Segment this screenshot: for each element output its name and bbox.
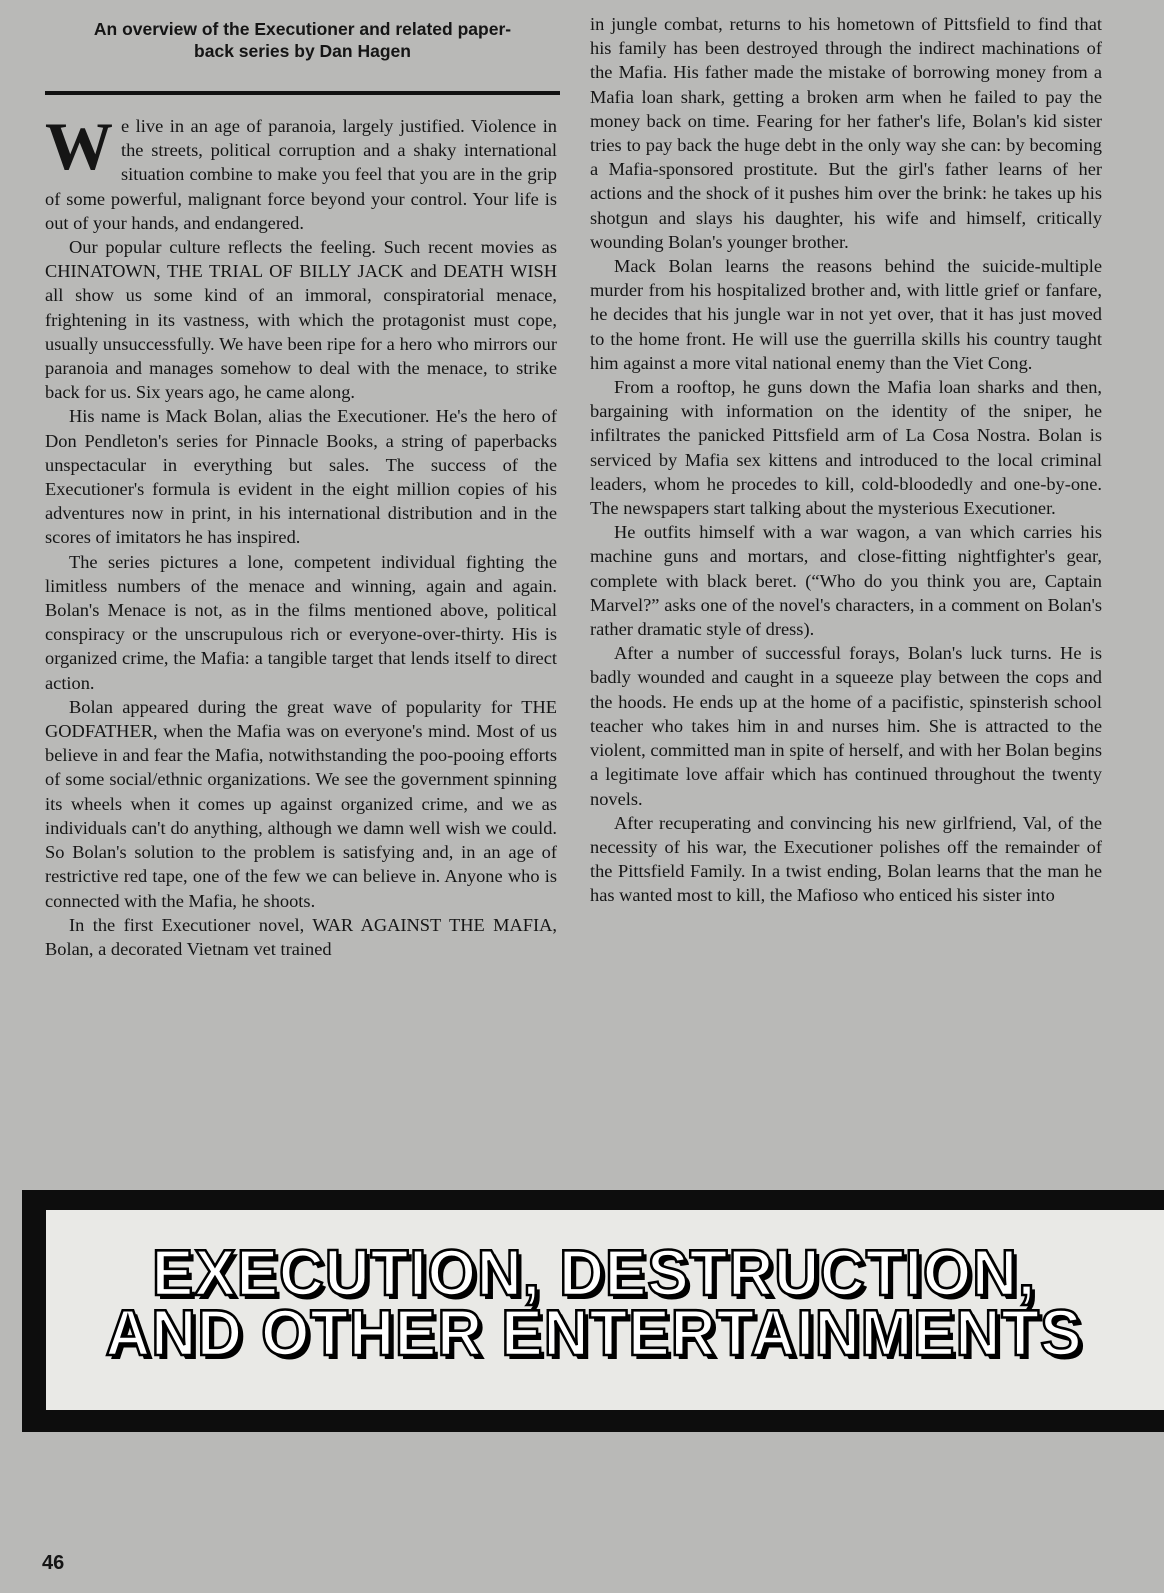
paragraph: Our popular culture reflects the feeling. Such recent movies as CHINATOWN, THE TRIAL OF BILLY JACK and DEATH WISH all show us some kind of an immoral, conspiratorial menace, frightening in its vastness, with which the protagonist must cope, usually unsuccessfully. We have been ripe for a hero who mirrors our paranoia and manages somehow to deal with the menace, to strike back for us. Six years ago, he came along. xyxy=(45,237,557,403)
paragraph: After recuperating and convincing his new girlfriend, Val, of the necessity of his war, the Executioner polishes off the remainder of the Pittsfield Family. In a twist ending, Bolan learns that the man he has wanted most to kill, the Mafioso who enticed his sister into xyxy=(590,812,1102,906)
right-column xyxy=(590,12,1102,908)
left-column xyxy=(45,108,557,961)
paragraph: in jungle combat, returns to his hometown of Pittsfield to find that his family has been destroyed through the indirect machinations of the Mafia. His father made the mistake of borrowing money from a Mafia loan shark, getting a broken arm when he failed to pay the money back on time. Fearing for her father's life, Bolan's kid sister tries to pay back the huge debt in the only way she can: by becoming a Mafia-sponsored prostitute. But the girl's father learns of her actions and the shock of it pushes him over the brink: he takes up his shotgun and slays his daughter, his wife and himself, critically wounding Bolan's younger brother. xyxy=(590,14,1102,252)
paragraph: The series pictures a lone, competent individual fighting the limitless numbers of the menace and winning, again and again. Bolan's Menace is not, as in the films mentioned above, political conspiracy or the unscrupulous rich or everyone-over-thirty. His is organized crime, the Mafia: a tangible target that lends itself to direct action. xyxy=(45,551,557,693)
page-number: 46 xyxy=(42,1552,65,1574)
paragraph: Bolan appeared during the great wave of popularity for THE GODFATHER, when the Mafia was on everyone's mind. Most of us believe in and fear the Mafia, notwithstanding the poo-pooing efforts of some social/ethnic organizations. We see the government spinning its wheels when it comes up against organized crime, and we as individuals can't do anything, although we damn well wish we could. So Bolan's solution to the problem is satisfying and, in an age of restrictive red tape, one of the few we can believe in. Anyone who is connected with the Mafia, he shoots. xyxy=(45,696,557,911)
article-title-line-1: EXECUTION, DESTRUCTION, xyxy=(151,1237,1037,1310)
paragraph-text: e live in an age of paranoia, largely justified. Violence in the streets, political corruption and a shaky international situation combine to make you feel that you are in the grip of some powerful, malignant force beyond your control. Your life is out of your hands, and endangered. xyxy=(45,116,557,233)
paragraph: In the first Executioner novel, WAR AGAINST THE MAFIA, Bolan, a decorated Vietnam vet trained xyxy=(45,914,557,959)
paragraph: Mack Bolan learns the reasons behind the suicide-multiple murder from his hospitalized brother and, with little grief or fanfare, he decides that his jungle war in not yet over, that it has just moved to the home front. He will use the guerrilla skills his country taught him against a more vital national enemy than the Viet Cong. xyxy=(590,256,1102,373)
article-title-line-2: AND OTHER ENTERTAINMENTS xyxy=(105,1297,1083,1370)
paragraph xyxy=(45,108,557,235)
title-banner xyxy=(22,1190,1164,1432)
title-banner-panel xyxy=(46,1210,1164,1410)
deck-line-2: back series by Dan Hagen xyxy=(194,41,411,61)
paragraph: His name is Mack Bolan, alias the Executioner. He's the hero of Don Pendleton's series for Pinnacle Books, a string of paperbacks unspectacular in everything but sales. The success of the Executioner's formula is evident in the eight million copies of his adventures now in print, in his international distribution and in the scores of imitators he has inspired. xyxy=(45,406,557,548)
paragraph: From a rooftop, he guns down the Mafia loan sharks and then, bargaining with information on the identity of the sniper, he infiltrates the panicked Pittsfield arm of La Cosa Nostra. Bolan is serviced by Mafia sex kittens and introduced to the local criminal leaders, whom he procedes to kill, cold-bloodedly and one-by-one. The newspapers start talking about the mysterious Executioner. xyxy=(590,377,1102,519)
article-deck xyxy=(45,18,560,62)
drop-cap: W xyxy=(45,108,113,184)
paragraph: He outfits himself with a war wagon, a van which carries his machine guns and mortars, and close-fitting nightfighter's gear, complete with black beret. (“Who do you think you are, Captain Marvel?” asks one of the novel's characters, in a comment on Bolan's rather dramatic style of dress). xyxy=(590,522,1102,640)
deck-line-1: An overview of the Executioner and related paper- xyxy=(93,19,512,39)
paragraph: After a number of successful forays, Bolan's luck turns. He is badly wounded and caught in a squeeze play between the cops and the hoods. He ends up at the home of a pacifistic, spinsterish school teacher who takes him in and nurses him. She is attracted to the violent, committed man in spite of herself, and with her Bolan begins a legitimate love affair which has continued throughout the twenty novels. xyxy=(590,643,1102,809)
header-rule xyxy=(45,91,560,95)
